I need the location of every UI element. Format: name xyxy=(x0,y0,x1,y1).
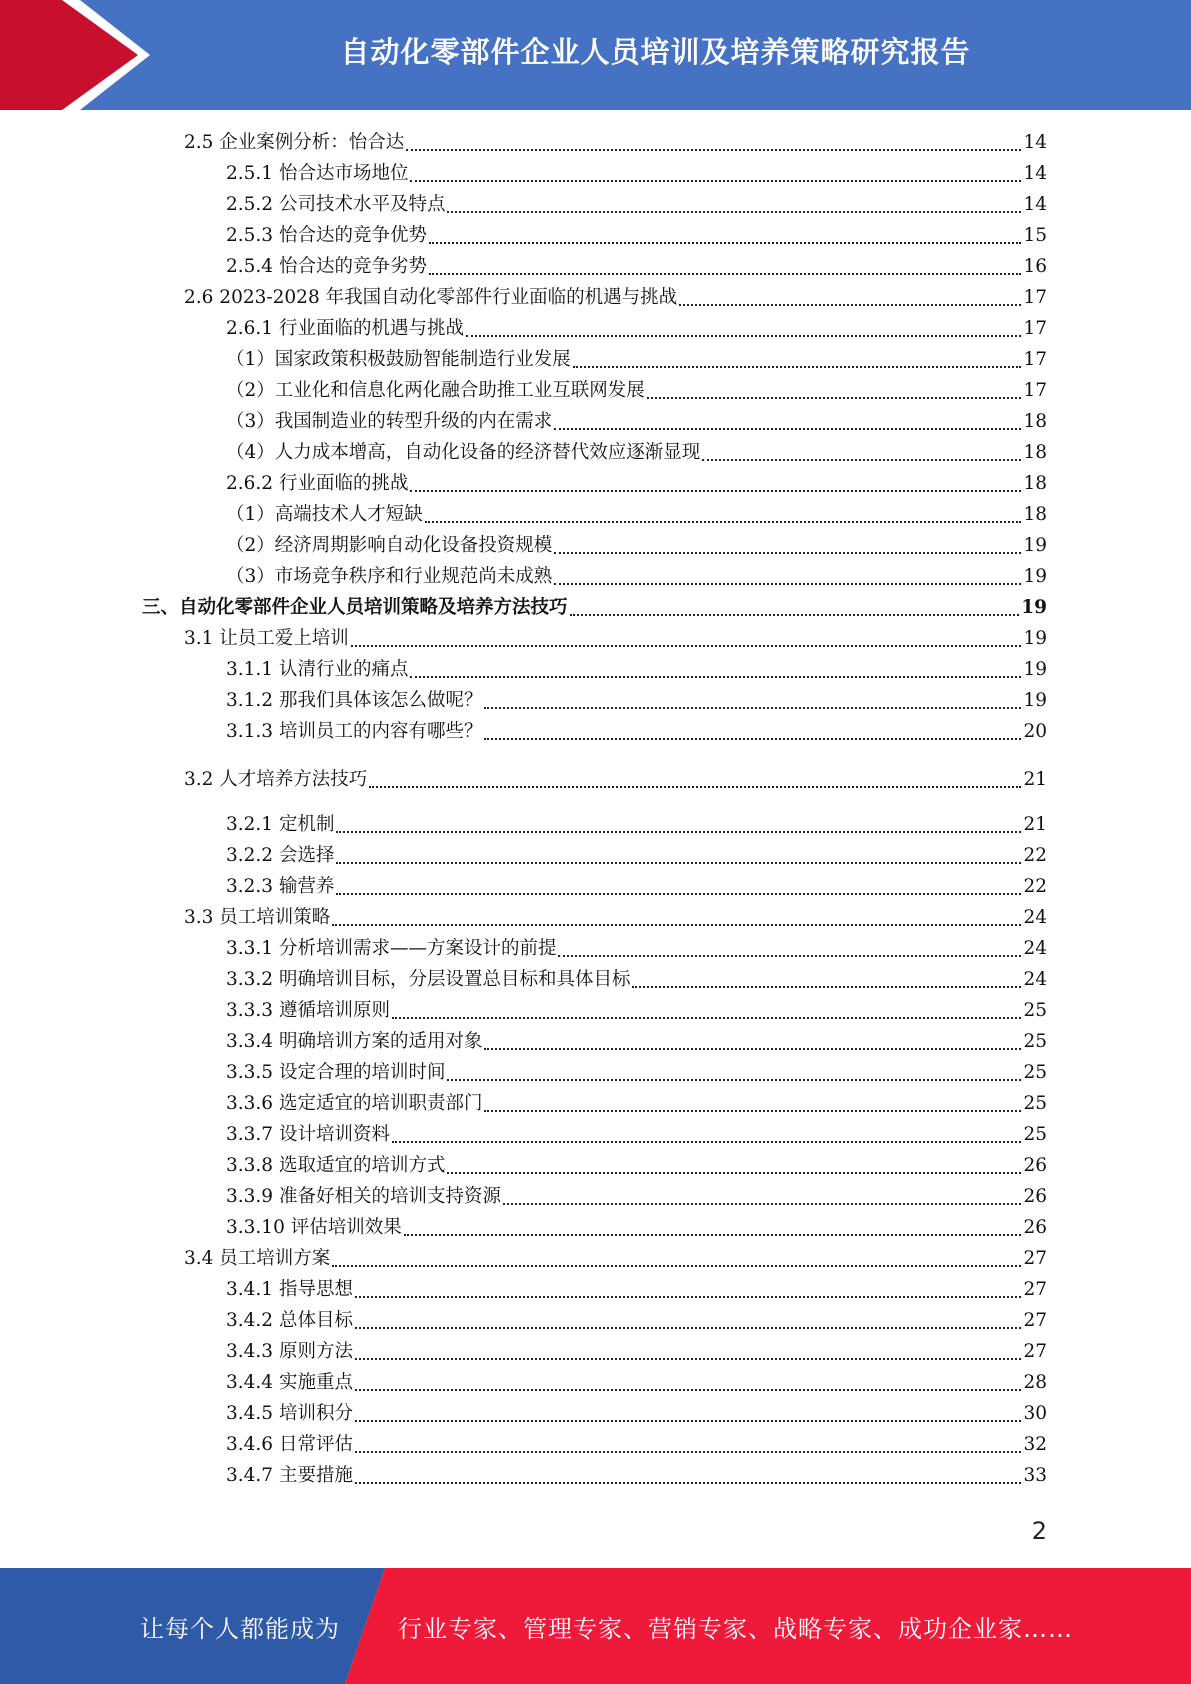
toc-entry-page: 26 xyxy=(1023,1155,1047,1176)
toc-entry-page: 18 xyxy=(1023,442,1047,463)
toc-leader-dots xyxy=(554,583,1021,585)
toc-leader-dots xyxy=(679,304,1021,306)
toc-entry-page: 18 xyxy=(1023,473,1047,494)
toc-entry-title: 3.1 让员工爱上培训 xyxy=(184,628,349,649)
toc-entry-page: 32 xyxy=(1023,1434,1047,1455)
toc-leader-dots xyxy=(447,1079,1021,1081)
toc-entry-title: 3.3.6 选定适宜的培训职责部门 xyxy=(226,1093,483,1114)
toc-entry-title: 3.3.4 明确培训方案的适用对象 xyxy=(226,1031,483,1052)
toc-leader-dots xyxy=(355,1420,1022,1422)
toc-entry-title: （2）工业化和信息化两化融合助推工业互联网发展 xyxy=(226,380,645,401)
toc-entry-title: 2.5.4 怡合达的竞争劣势 xyxy=(226,256,427,277)
toc-entry-page: 25 xyxy=(1023,1031,1047,1052)
toc-leader-dots xyxy=(503,1203,1021,1205)
toc-leader-dots xyxy=(447,211,1021,213)
toc-entry[interactable] xyxy=(226,314,1047,344)
toc-entry[interactable] xyxy=(226,1430,1047,1460)
toc-entry-page: 25 xyxy=(1023,1000,1047,1021)
toc-entry-title: 2.6.1 行业面临的机遇与挑战 xyxy=(226,318,464,339)
toc-entry[interactable] xyxy=(226,1399,1047,1429)
toc-entry-page: 27 xyxy=(1023,1248,1047,1269)
toc-leader-dots xyxy=(484,1048,1021,1050)
toc-leader-dots xyxy=(355,1327,1022,1329)
toc-entry[interactable] xyxy=(226,1120,1047,1150)
toc-entry-page: 17 xyxy=(1023,380,1047,401)
toc-entry-page: 18 xyxy=(1023,411,1047,432)
toc-leader-dots xyxy=(466,335,1021,337)
toc-entry-title: 3.4 员工培训方案 xyxy=(184,1248,331,1269)
toc-entry-title: 3.1.3 培训员工的内容有哪些？ xyxy=(226,721,483,742)
toc-leader-dots xyxy=(647,397,1022,399)
toc-entry[interactable] xyxy=(226,159,1047,189)
toc-entry-page: 26 xyxy=(1023,1186,1047,1207)
toc-entry[interactable] xyxy=(184,128,1047,158)
toc-entry[interactable] xyxy=(226,1306,1047,1336)
toc-entry[interactable] xyxy=(226,934,1047,964)
toc-leader-dots xyxy=(355,1389,1022,1391)
toc-entry[interactable] xyxy=(226,810,1047,840)
toc-entry-page: 19 xyxy=(1023,535,1047,556)
toc-leader-dots xyxy=(425,521,1022,523)
toc-entry-page: 17 xyxy=(1023,287,1047,308)
toc-entry-title: 3.1.2 那我们具体该怎么做呢？ xyxy=(226,690,483,711)
toc-entry[interactable] xyxy=(226,1058,1047,1088)
toc-entry-page: 24 xyxy=(1023,907,1047,928)
toc-leader-dots xyxy=(351,645,1022,647)
toc-leader-dots xyxy=(332,1265,1021,1267)
toc-leader-dots xyxy=(406,149,1021,151)
toc-entry-title: 3.4.6 日常评估 xyxy=(226,1434,353,1455)
page-header xyxy=(0,0,1191,110)
page-number: 2 xyxy=(1031,1517,1047,1545)
toc-entry-page: 16 xyxy=(1023,256,1047,277)
toc-entry[interactable] xyxy=(184,283,1047,313)
toc-entry[interactable] xyxy=(226,1337,1047,1367)
toc-leader-dots xyxy=(336,831,1021,833)
toc-entry-page: 14 xyxy=(1023,132,1047,153)
toc-entry[interactable] xyxy=(226,345,1047,375)
toc-entry-title: 2.5.3 怡合达的竞争优势 xyxy=(226,225,427,246)
toc-leader-dots xyxy=(410,180,1021,182)
toc-entry-title: 3.2.3 输营养 xyxy=(226,876,335,897)
toc-entry[interactable] xyxy=(184,624,1047,654)
toc-entry[interactable] xyxy=(184,765,1047,795)
toc-entry-title: （1）国家政策积极鼓励智能制造行业发展 xyxy=(226,349,571,370)
toc-entry[interactable] xyxy=(226,1182,1047,1212)
toc-entry-title: （3）市场竞争秩序和行业规范尚未成熟 xyxy=(226,566,553,587)
toc-entry-title: 3.4.1 指导思想 xyxy=(226,1279,353,1300)
toc-entry[interactable] xyxy=(226,872,1047,902)
toc-entry-page: 15 xyxy=(1023,225,1047,246)
toc-leader-dots xyxy=(410,676,1021,678)
toc-entry-title: 3.3.8 选取适宜的培训方式 xyxy=(226,1155,446,1176)
toc-entry-title: （2）经济周期影响自动化设备投资规模 xyxy=(226,535,553,556)
toc-entry-page: 24 xyxy=(1023,938,1047,959)
toc-entry-title: 3.2 人才培养方法技巧 xyxy=(184,769,368,790)
toc-entry-title: 3.4.7 主要措施 xyxy=(226,1465,353,1486)
toc-entry-page: 19 xyxy=(1021,597,1047,618)
toc-entry-page: 24 xyxy=(1023,969,1047,990)
toc-entry-page: 30 xyxy=(1023,1403,1047,1424)
toc-entry-title: 2.5.1 怡合达市场地位 xyxy=(226,163,409,184)
toc-entry-title: 2.6.2 行业面临的挑战 xyxy=(226,473,409,494)
toc-entry-page: 18 xyxy=(1023,504,1047,525)
toc-entry-page: 20 xyxy=(1023,721,1047,742)
toc-leader-dots xyxy=(429,273,1021,275)
toc-leader-dots xyxy=(484,738,1021,740)
toc-entry-title: 3.4.2 总体目标 xyxy=(226,1310,353,1331)
toc-entry[interactable] xyxy=(226,1213,1047,1243)
toc-leader-dots xyxy=(355,1358,1022,1360)
toc-entry-title: 3.3.9 准备好相关的培训支持资源 xyxy=(226,1186,501,1207)
toc-entry[interactable] xyxy=(226,376,1047,406)
toc-entry-page: 14 xyxy=(1023,163,1047,184)
toc-leader-dots xyxy=(404,1234,1022,1236)
toc-entry[interactable] xyxy=(226,1089,1047,1119)
toc-leader-dots xyxy=(355,1482,1022,1484)
toc-entry-page: 26 xyxy=(1023,1217,1047,1238)
toc-entry-page: 27 xyxy=(1023,1341,1047,1362)
toc-entry[interactable] xyxy=(226,190,1047,220)
toc-entry[interactable] xyxy=(142,593,1047,623)
toc-entry[interactable] xyxy=(226,438,1047,468)
toc-entry-page: 25 xyxy=(1023,1124,1047,1145)
toc-entry[interactable] xyxy=(226,965,1047,995)
toc-entry-page: 19 xyxy=(1023,628,1047,649)
toc-leader-dots xyxy=(632,986,1021,988)
toc-entry-title: 3.3.7 设计培训资料 xyxy=(226,1124,390,1145)
toc-entry[interactable] xyxy=(226,996,1047,1026)
toc-entry[interactable] xyxy=(226,1368,1047,1398)
toc-entry-page: 19 xyxy=(1023,566,1047,587)
report-title: 自动化零部件企业人员培训及培养策略研究报告 xyxy=(340,34,971,69)
toc-entry-page: 14 xyxy=(1023,194,1047,215)
toc-entry-title: 3.3.3 遵循培训原则 xyxy=(226,1000,390,1021)
toc-entry-title: 3.3.2 明确培训目标，分层设置总目标和具体目标 xyxy=(226,969,631,990)
toc-leader-dots xyxy=(355,1451,1022,1453)
toc-entry-page: 21 xyxy=(1023,769,1047,790)
toc-entry-title: 3.4.3 原则方法 xyxy=(226,1341,353,1362)
toc-entry[interactable] xyxy=(226,252,1047,282)
toc-leader-dots xyxy=(570,614,1020,616)
footer-slogan-left: 让每个人都能成为 xyxy=(140,1614,340,1643)
toc-leader-dots xyxy=(392,1017,1021,1019)
toc-entry[interactable] xyxy=(226,1275,1047,1305)
toc-entry-title: 3.3 员工培训策略 xyxy=(184,907,331,928)
toc-entry-page: 19 xyxy=(1023,659,1047,680)
toc-entry[interactable] xyxy=(226,221,1047,251)
toc-entry-page: 17 xyxy=(1023,318,1047,339)
toc-entry[interactable] xyxy=(226,1461,1047,1491)
toc-entry-title: （3）我国制造业的转型升级的内在需求 xyxy=(226,411,553,432)
toc-entry-page: 25 xyxy=(1023,1093,1047,1114)
toc-leader-dots xyxy=(558,955,1021,957)
toc-entry[interactable] xyxy=(226,1151,1047,1181)
toc-leader-dots xyxy=(447,1172,1021,1174)
toc-leader-dots xyxy=(429,242,1021,244)
toc-leader-dots xyxy=(332,924,1021,926)
toc-entry-page: 27 xyxy=(1023,1310,1047,1331)
toc-entry-title: 3.3.5 设定合理的培训时间 xyxy=(226,1062,446,1083)
footer-slogan-right: 行业专家、管理专家、营销专家、战略专家、成功企业家…… xyxy=(398,1614,1073,1643)
toc-entry-page: 33 xyxy=(1023,1465,1047,1486)
toc-entry-title: 3.4.5 培训积分 xyxy=(226,1403,353,1424)
toc-entry[interactable] xyxy=(226,407,1047,437)
toc-entry-title: 3.2.2 会选择 xyxy=(226,845,335,866)
toc-entry-title: 3.1.1 认清行业的痛点 xyxy=(226,659,409,680)
toc-entry[interactable] xyxy=(226,469,1047,499)
toc-entry-title: 3.3.1 分析培训需求——方案设计的前提 xyxy=(226,938,557,959)
toc-entry[interactable] xyxy=(226,686,1047,716)
toc-entry-page: 19 xyxy=(1023,690,1047,711)
toc-leader-dots xyxy=(336,862,1021,864)
toc-leader-dots xyxy=(369,786,1021,788)
toc-leader-dots xyxy=(554,552,1021,554)
toc-entry-page: 21 xyxy=(1023,814,1047,835)
toc-entry[interactable] xyxy=(226,562,1047,592)
toc-leader-dots xyxy=(573,366,1022,368)
toc-entry-title: 3.2.1 定机制 xyxy=(226,814,335,835)
toc-leader-dots xyxy=(484,1110,1021,1112)
toc-entry[interactable] xyxy=(184,903,1047,933)
toc-entry-page: 22 xyxy=(1023,845,1047,866)
page-footer xyxy=(0,1568,1191,1684)
toc-entry-title: 三、自动化零部件企业人员培训策略及培养方法技巧 xyxy=(142,597,568,618)
toc-entry[interactable] xyxy=(226,531,1047,561)
toc-entry-title: 3.4.4 实施重点 xyxy=(226,1372,353,1393)
toc-entry-title: （1）高端技术人才短缺 xyxy=(226,504,423,525)
toc-leader-dots xyxy=(355,1296,1022,1298)
toc-entry-page: 27 xyxy=(1023,1279,1047,1300)
toc-entry-title: 2.5 企业案例分析：怡合达 xyxy=(184,132,405,153)
toc-entry-page: 22 xyxy=(1023,876,1047,897)
toc-leader-dots xyxy=(484,707,1021,709)
toc-leader-dots xyxy=(554,428,1021,430)
toc-entry-title: 2.6 2023-2028 年我国自动化零部件行业面临的机遇与挑战 xyxy=(184,287,678,308)
toc-entry[interactable] xyxy=(226,841,1047,871)
toc-entry-page: 17 xyxy=(1023,349,1047,370)
toc-leader-dots xyxy=(392,1141,1021,1143)
toc-entry[interactable] xyxy=(184,1244,1047,1274)
toc-leader-dots xyxy=(336,893,1021,895)
toc-entry[interactable] xyxy=(226,717,1047,747)
toc-entry-page: 25 xyxy=(1023,1062,1047,1083)
toc-entry[interactable] xyxy=(226,500,1047,530)
toc-entry-title: （4）人力成本增高，自动化设备的经济替代效应逐渐显现 xyxy=(226,442,701,463)
toc-entry-title: 3.3.10 评估培训效果 xyxy=(226,1217,402,1238)
toc-leader-dots xyxy=(702,459,1021,461)
toc-entry[interactable] xyxy=(226,655,1047,685)
toc-entry-page: 28 xyxy=(1023,1372,1047,1393)
toc-leader-dots xyxy=(410,490,1021,492)
toc-entry-title: 2.5.2 公司技术水平及特点 xyxy=(226,194,446,215)
toc-entry[interactable] xyxy=(226,1027,1047,1057)
